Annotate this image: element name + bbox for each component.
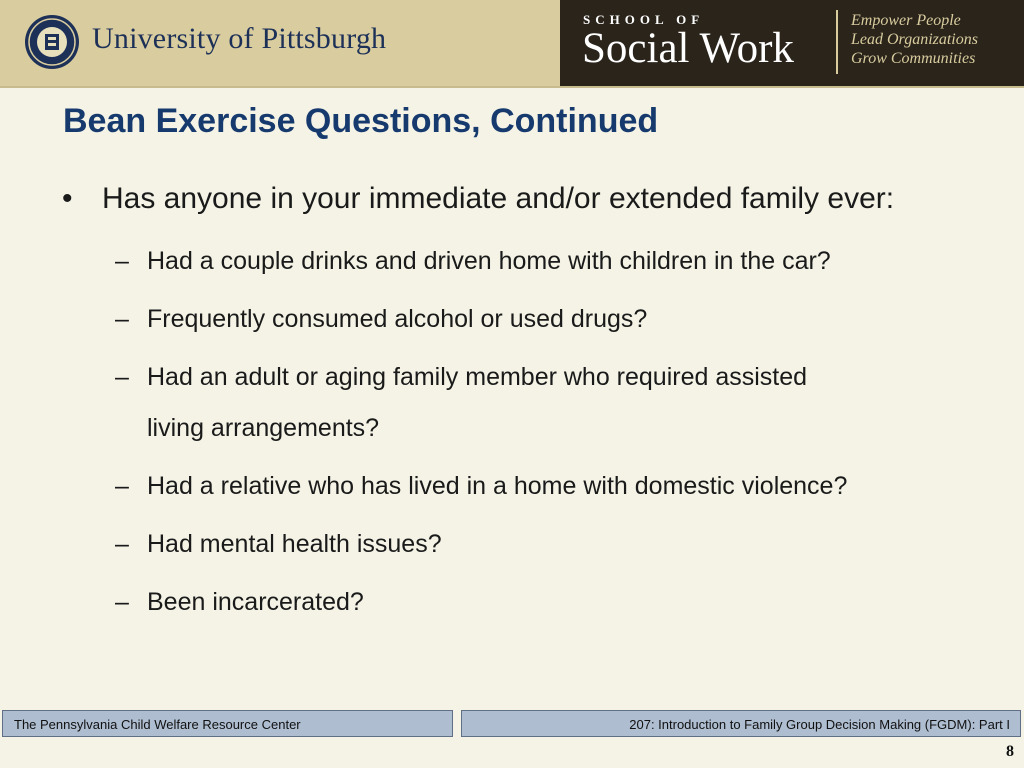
dash-icon: – — [115, 472, 129, 500]
header-divider — [836, 10, 838, 74]
dash-icon: – — [115, 530, 129, 558]
dash-icon: – — [115, 588, 129, 616]
school-name: Social Work — [582, 25, 794, 72]
main-bullet-text: Has anyone in your immediate and/or extended family ever: — [102, 182, 895, 215]
sub-bullet-text: Had a relative who has lived in a home with domestic violence? — [147, 472, 848, 500]
sub-bullet-text: living arrangements? — [147, 414, 380, 442]
header-bottom-rule — [0, 86, 1024, 88]
slide-title: Bean Exercise Questions, Continued — [63, 102, 659, 140]
university-seal-icon — [24, 14, 80, 70]
tagline-3: Grow Communities — [851, 50, 976, 67]
school-of-label: SCHOOL OF — [583, 12, 705, 27]
bullet-dot-icon: • — [62, 182, 73, 215]
footer-left-box — [2, 710, 453, 737]
sub-bullet-text: Had mental health issues? — [147, 530, 442, 558]
tagline-2: Lead Organizations — [851, 31, 978, 48]
sub-bullet-text: Had a couple drinks and driven home with children in the car? — [147, 247, 831, 275]
dash-icon: – — [115, 305, 129, 333]
sub-bullet-text: Had an adult or aging family member who required assisted — [147, 363, 808, 391]
footer-course-title: 207: Introduction to Family Group Decision Making (FGDM): Part I — [629, 717, 1010, 732]
tagline-1: Empower People — [851, 12, 961, 29]
footer-organization: The Pennsylvania Child Welfare Resource Center — [14, 717, 301, 732]
page-number: 8 — [1006, 743, 1014, 760]
sub-bullet-text: Frequently consumed alcohol or used drugs? — [147, 305, 648, 333]
dash-icon: – — [115, 363, 129, 391]
university-name: University of Pittsburgh — [92, 22, 387, 55]
footer-right-box — [461, 710, 1021, 737]
dash-icon: – — [115, 247, 129, 275]
sub-bullet-text: Been incarcerated? — [147, 588, 364, 616]
